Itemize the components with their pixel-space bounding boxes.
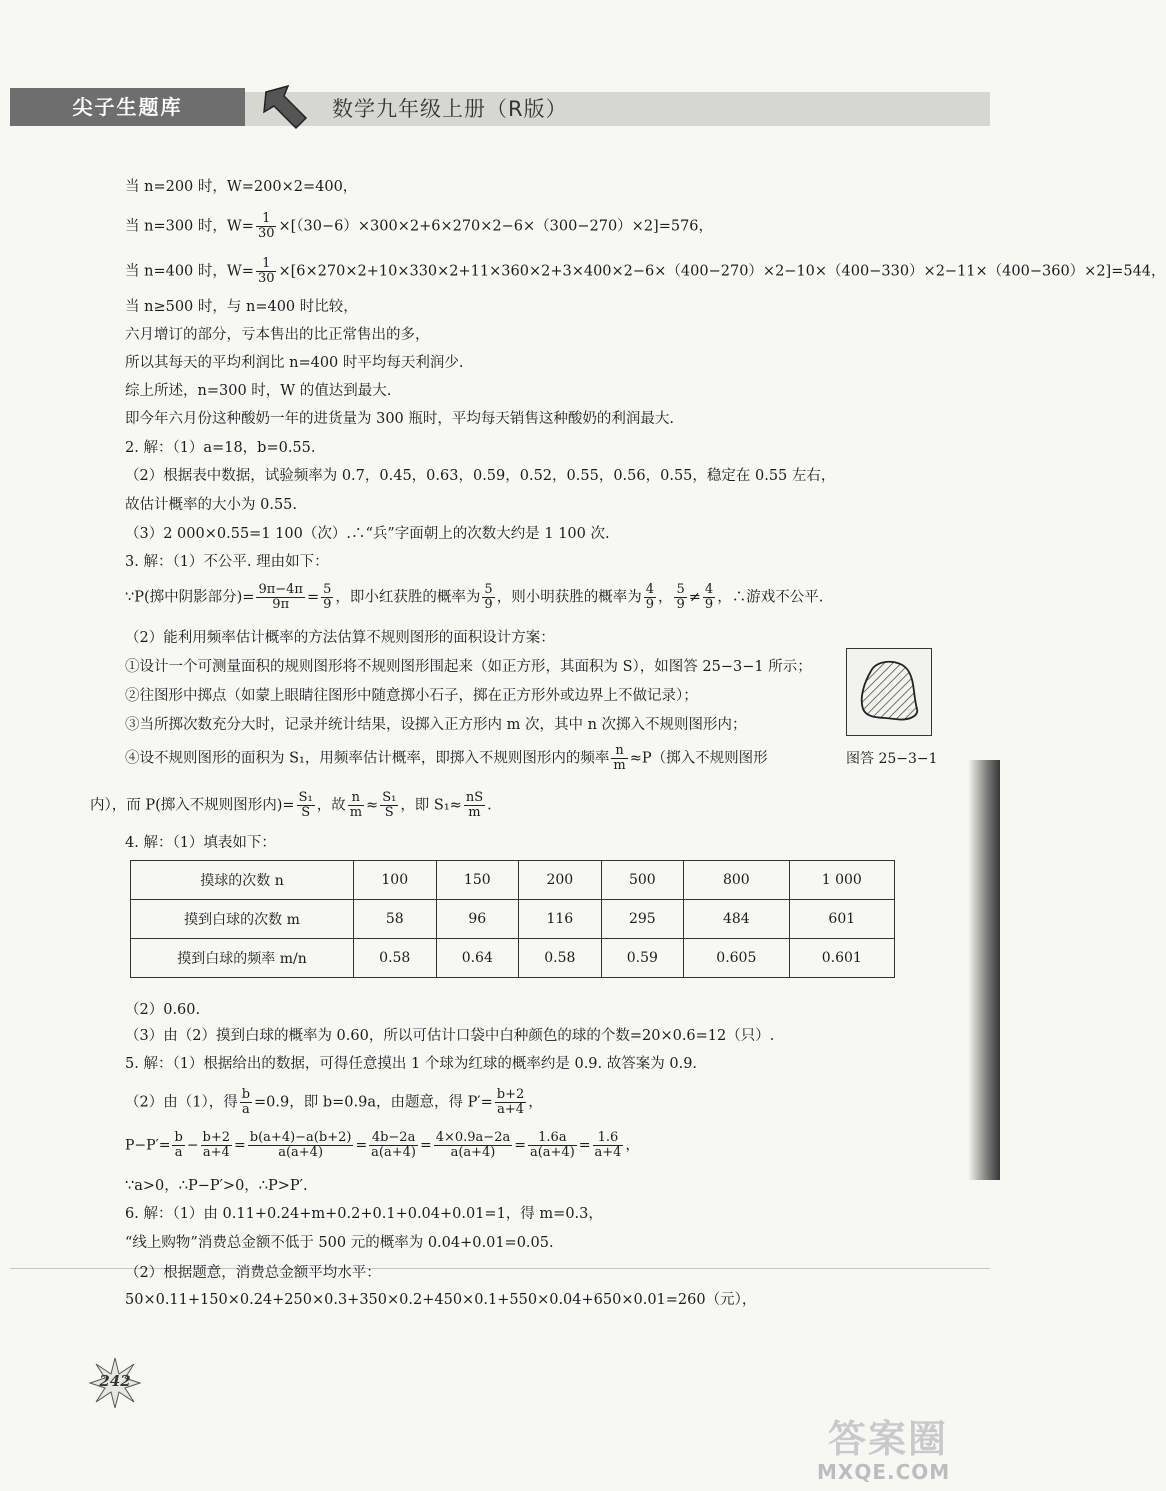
fraction: [482, 583, 494, 612]
text-line: （2）0.60.: [125, 1002, 201, 1018]
table-cell: 0.59: [601, 939, 684, 978]
fraction: [434, 1131, 513, 1160]
table-cell: 800: [684, 861, 789, 900]
fraction-denominator: 9: [484, 597, 493, 612]
text-segment: =: [306, 589, 320, 606]
fraction-numerator: 4×0.9a−2a: [435, 1130, 511, 1145]
fraction-numerator: 5: [676, 582, 685, 597]
table-cell: 0.58: [354, 939, 437, 978]
fraction-denominator: 9: [323, 597, 332, 612]
fraction: [674, 583, 686, 612]
text-segment: ，: [528, 1094, 543, 1111]
fraction-numerator: 5: [323, 582, 332, 597]
text-segment: −: [186, 1137, 199, 1154]
fraction: [256, 212, 277, 241]
table-cell: 601: [789, 900, 894, 939]
text-line: 2. 解：（1）a=18，b=0.55.: [125, 440, 316, 456]
fraction-denominator: a(a+4): [278, 1145, 324, 1160]
table-cell: 96: [436, 900, 519, 939]
text-line: [125, 257, 1166, 286]
table-cell: 1 000: [789, 861, 894, 900]
page-number: 242: [99, 1372, 131, 1390]
fraction: [380, 791, 398, 820]
fraction-denominator: 30: [257, 226, 275, 241]
text-segment: =: [419, 1137, 432, 1154]
fraction-denominator: a+4: [202, 1145, 230, 1160]
text-line: “线上购物”消费总金额不低于 500 元的概率为 0.04+0.01=0.05.: [125, 1235, 554, 1251]
fraction: [240, 1088, 252, 1117]
fraction-numerator: n: [611, 744, 627, 759]
text-segment: ∵P(掷中阴影部分)=: [125, 589, 255, 606]
table-cell: 150: [436, 861, 519, 900]
text-line: [90, 791, 492, 820]
text-line: [125, 744, 768, 773]
text-line: 六月增订的部分，亏本售出的比正常售出的多，: [125, 327, 430, 343]
table-cell: 0.64: [436, 939, 519, 978]
table-row-header: 摸球的次数 n: [131, 861, 354, 900]
text-segment: ≈P（掷入不规则图形: [629, 750, 768, 767]
text-line: 3. 解：（1）不公平. 理由如下：: [125, 554, 329, 570]
text-segment: .: [487, 797, 492, 814]
fraction-numerator: 1: [256, 212, 277, 227]
text-line: ②往图形中掷点（如蒙上眼睛往图形中随意掷小石子，掷在正方形外或边界上不做记录）；: [125, 688, 698, 704]
text-segment: ④设不规则图形的面积为 S₁，用频率估计概率，即掷入不规则图形内的频率: [125, 750, 610, 767]
fraction: [703, 583, 715, 612]
fraction-denominator: 9: [704, 597, 714, 612]
text-segment: ，即 S₁≈: [400, 797, 462, 814]
fraction-numerator: 1.6a: [528, 1131, 577, 1146]
text-line: ①设计一个可测量面积的规则图形将不规则图形围起来（如正方形，其面积为 S），如图答 25−3−1 所示；: [125, 659, 812, 675]
text-segment: ≠: [688, 589, 701, 606]
table-cell: 0.58: [519, 939, 602, 978]
table-cell: 295: [601, 900, 684, 939]
fraction-denominator: S: [301, 805, 311, 820]
fraction-numerator: b+2: [202, 1130, 231, 1145]
fraction: [256, 583, 305, 612]
fraction: [248, 1131, 354, 1160]
fraction: [201, 1131, 233, 1160]
fraction-denominator: m: [468, 805, 481, 820]
fraction-denominator: 9π: [272, 597, 290, 612]
table-row: [131, 900, 895, 939]
text-line: [125, 1088, 543, 1117]
text-segment: ，即小红获胜的概率为: [335, 589, 481, 606]
fraction-numerator: b: [174, 1130, 183, 1145]
text-segment: ，∴游戏不公平.: [717, 589, 824, 606]
fraction: [172, 1131, 184, 1160]
text-segment: =: [355, 1137, 368, 1154]
fraction-numerator: 4: [704, 582, 714, 597]
text-segment: 当 n=300 时，W=: [125, 218, 254, 235]
text-segment: =: [514, 1137, 526, 1154]
fraction-denominator: S: [384, 805, 394, 820]
text-segment: ×[6×270×2+10×330×2+11×360×2+3×400×2−6×（400−270）×2−10×（400−330）×2−11×（400−360）×2]=544，: [278, 263, 1166, 280]
fraction: [644, 583, 656, 612]
table-cell: 484: [684, 900, 789, 939]
text-line: ③当所掷次数充分大时，记录并统计结果，设掷入正方形内 m 次，其中 n 次掷入不规则图形内；: [125, 717, 747, 733]
text-segment: ×[（30−6）×300×2+6×270×2−6×（300−270）×2]=576，: [278, 218, 714, 235]
text-segment: ，则小明获胜的概率为: [496, 589, 642, 606]
fraction: [464, 791, 485, 820]
fraction-denominator: a(a+4): [371, 1145, 416, 1160]
fraction-numerator: 1.6: [593, 1131, 624, 1146]
fraction-denominator: m: [349, 805, 363, 820]
fraction-numerator: 4b−2a: [369, 1131, 418, 1146]
fraction-numerator: b(a+4)−a(b+2): [249, 1130, 352, 1145]
fraction-denominator: a+4: [497, 1102, 524, 1117]
text-line: 当 n≥500 时，与 n=400 时比较，: [125, 299, 358, 315]
fraction: [528, 1131, 577, 1160]
text-line: 故估计概率的大小为 0.55.: [125, 497, 298, 513]
scan-edge-shadow: [968, 760, 1000, 1180]
table-cell: 100: [354, 861, 437, 900]
text-segment: ，故: [316, 797, 346, 814]
fraction-numerator: n: [348, 791, 364, 806]
fraction: [348, 791, 364, 820]
fraction-numerator: b: [241, 1087, 251, 1102]
text-segment: ，: [657, 589, 673, 606]
figure-square: [846, 648, 932, 736]
fraction-numerator: 4: [645, 582, 654, 597]
frequency-table: [130, 860, 895, 978]
text-line: 5. 解：（1）根据给出的数据，可得任意摸出 1 个球为红球的概率约是 0.9. 故答案为 0.9.: [125, 1056, 698, 1072]
brand-label: 尖子生题库: [10, 88, 245, 126]
table-cell: 116: [519, 900, 602, 939]
text-line: （2）能利用频率估计概率的方法估算不规则图形的面积设计方案：: [125, 630, 555, 646]
table-cell: 58: [354, 900, 437, 939]
table-cell: 200: [519, 861, 602, 900]
fraction-denominator: a+4: [594, 1145, 622, 1160]
fraction: [321, 583, 333, 612]
table-row-header: 摸到白球的次数 m: [131, 900, 354, 939]
fraction-numerator: 1: [256, 257, 277, 272]
fraction-denominator: a(a+4): [450, 1145, 496, 1160]
subject-title: 数学九年级上册（R版）: [332, 97, 568, 121]
fraction: [297, 791, 315, 820]
page-header: [10, 88, 990, 128]
table-cell: 500: [601, 861, 684, 900]
text-line: 即今年六月份这种酸奶一年的进货量为 300 瓶时，平均每天销售这种酸奶的利润最大.: [125, 411, 675, 427]
text-line: 综上所述，n=300 时，W 的值达到最大.: [125, 383, 392, 399]
table-row-header: 摸到白球的频率 m/n: [131, 939, 354, 978]
text-line: 所以其每天的平均利润比 n=400 时平均每天利润少.: [125, 355, 464, 371]
text-line: [125, 1131, 639, 1160]
text-line: [125, 212, 713, 241]
text-line: （2）根据表中数据，试验频率为 0.7，0.45，0.63，0.59，0.52，0.55，0.56，0.55，稳定在 0.55 左右，: [125, 468, 836, 484]
fraction-numerator: S₁: [382, 790, 397, 805]
fraction-numerator: 5: [484, 582, 493, 597]
figure-caption: 图答 25−3−1: [846, 751, 938, 767]
fraction-denominator: a: [174, 1145, 183, 1160]
table-cell: 0.605: [684, 939, 789, 978]
fraction-numerator: b+2: [496, 1087, 525, 1102]
watermark-url: MXQE.COM: [817, 1460, 951, 1484]
text-segment: ≈: [366, 797, 379, 814]
table-cell: 0.601: [789, 939, 894, 978]
text-line: [125, 583, 823, 612]
page-number-badge: [88, 1356, 142, 1410]
fraction-denominator: m: [613, 758, 626, 773]
text-line: 当 n=200 时，W=200×2=400，: [125, 179, 358, 195]
text-line: 6. 解：（1）由 0.11+0.24+m+0.2+0.1+0.04+0.01=1，得 m=0.3，: [125, 1206, 603, 1222]
fraction: [495, 1088, 527, 1117]
fraction-numerator: 9π−4π: [258, 582, 303, 597]
fraction-numerator: nS: [465, 790, 484, 805]
fraction-numerator: S₁: [298, 790, 313, 805]
text-line: 4. 解：（1）填表如下：: [125, 835, 276, 851]
text-segment: （2）由（1），得: [125, 1094, 238, 1111]
fraction-denominator: a: [241, 1102, 250, 1117]
text-line: （3）由（2）摸到白球的概率为 0.60，所以可估计口袋中白种颜色的球的个数=20×0.6=12（只）.: [125, 1028, 775, 1044]
fraction-denominator: 9: [676, 597, 685, 612]
fraction-denominator: a(a+4): [529, 1145, 575, 1160]
text-line: （3）2 000×0.55=1 100（次）.∴“兵”字面朝上的次数大约是 1 100 次.: [125, 526, 610, 542]
text-segment: 当 n=400 时，W=: [125, 263, 254, 280]
table-row: [131, 939, 895, 978]
text-segment: 内），而 P(掷入不规则图形内)=: [90, 797, 295, 814]
arrow-icon: [260, 82, 310, 132]
text-segment: ，: [625, 1137, 640, 1154]
text-line: （2）根据题意，消费总金额平均水平：: [125, 1265, 381, 1281]
fraction: [593, 1131, 624, 1160]
fraction-denominator: 30: [257, 271, 275, 286]
fraction: [256, 257, 277, 286]
text-segment: =: [578, 1137, 591, 1154]
fraction: [369, 1131, 418, 1160]
irregular-shape-figure: [847, 649, 931, 735]
text-segment: =: [234, 1137, 246, 1154]
text-segment: P−P′=: [125, 1137, 171, 1154]
table-row: [131, 861, 895, 900]
fraction: [611, 744, 627, 773]
text-line: ∵a>0，∴P−P′>0，∴P>P′.: [125, 1178, 308, 1194]
text-segment: =0.9，即 b=0.9a，由题意，得 P′=: [254, 1094, 493, 1111]
text-line: 50×0.11+150×0.24+250×0.3+350×0.2+450×0.1+550×0.04+650×0.01=260（元），: [125, 1292, 757, 1308]
watermark-logo: 答案圈: [828, 1417, 949, 1461]
fraction-denominator: 9: [645, 597, 654, 612]
